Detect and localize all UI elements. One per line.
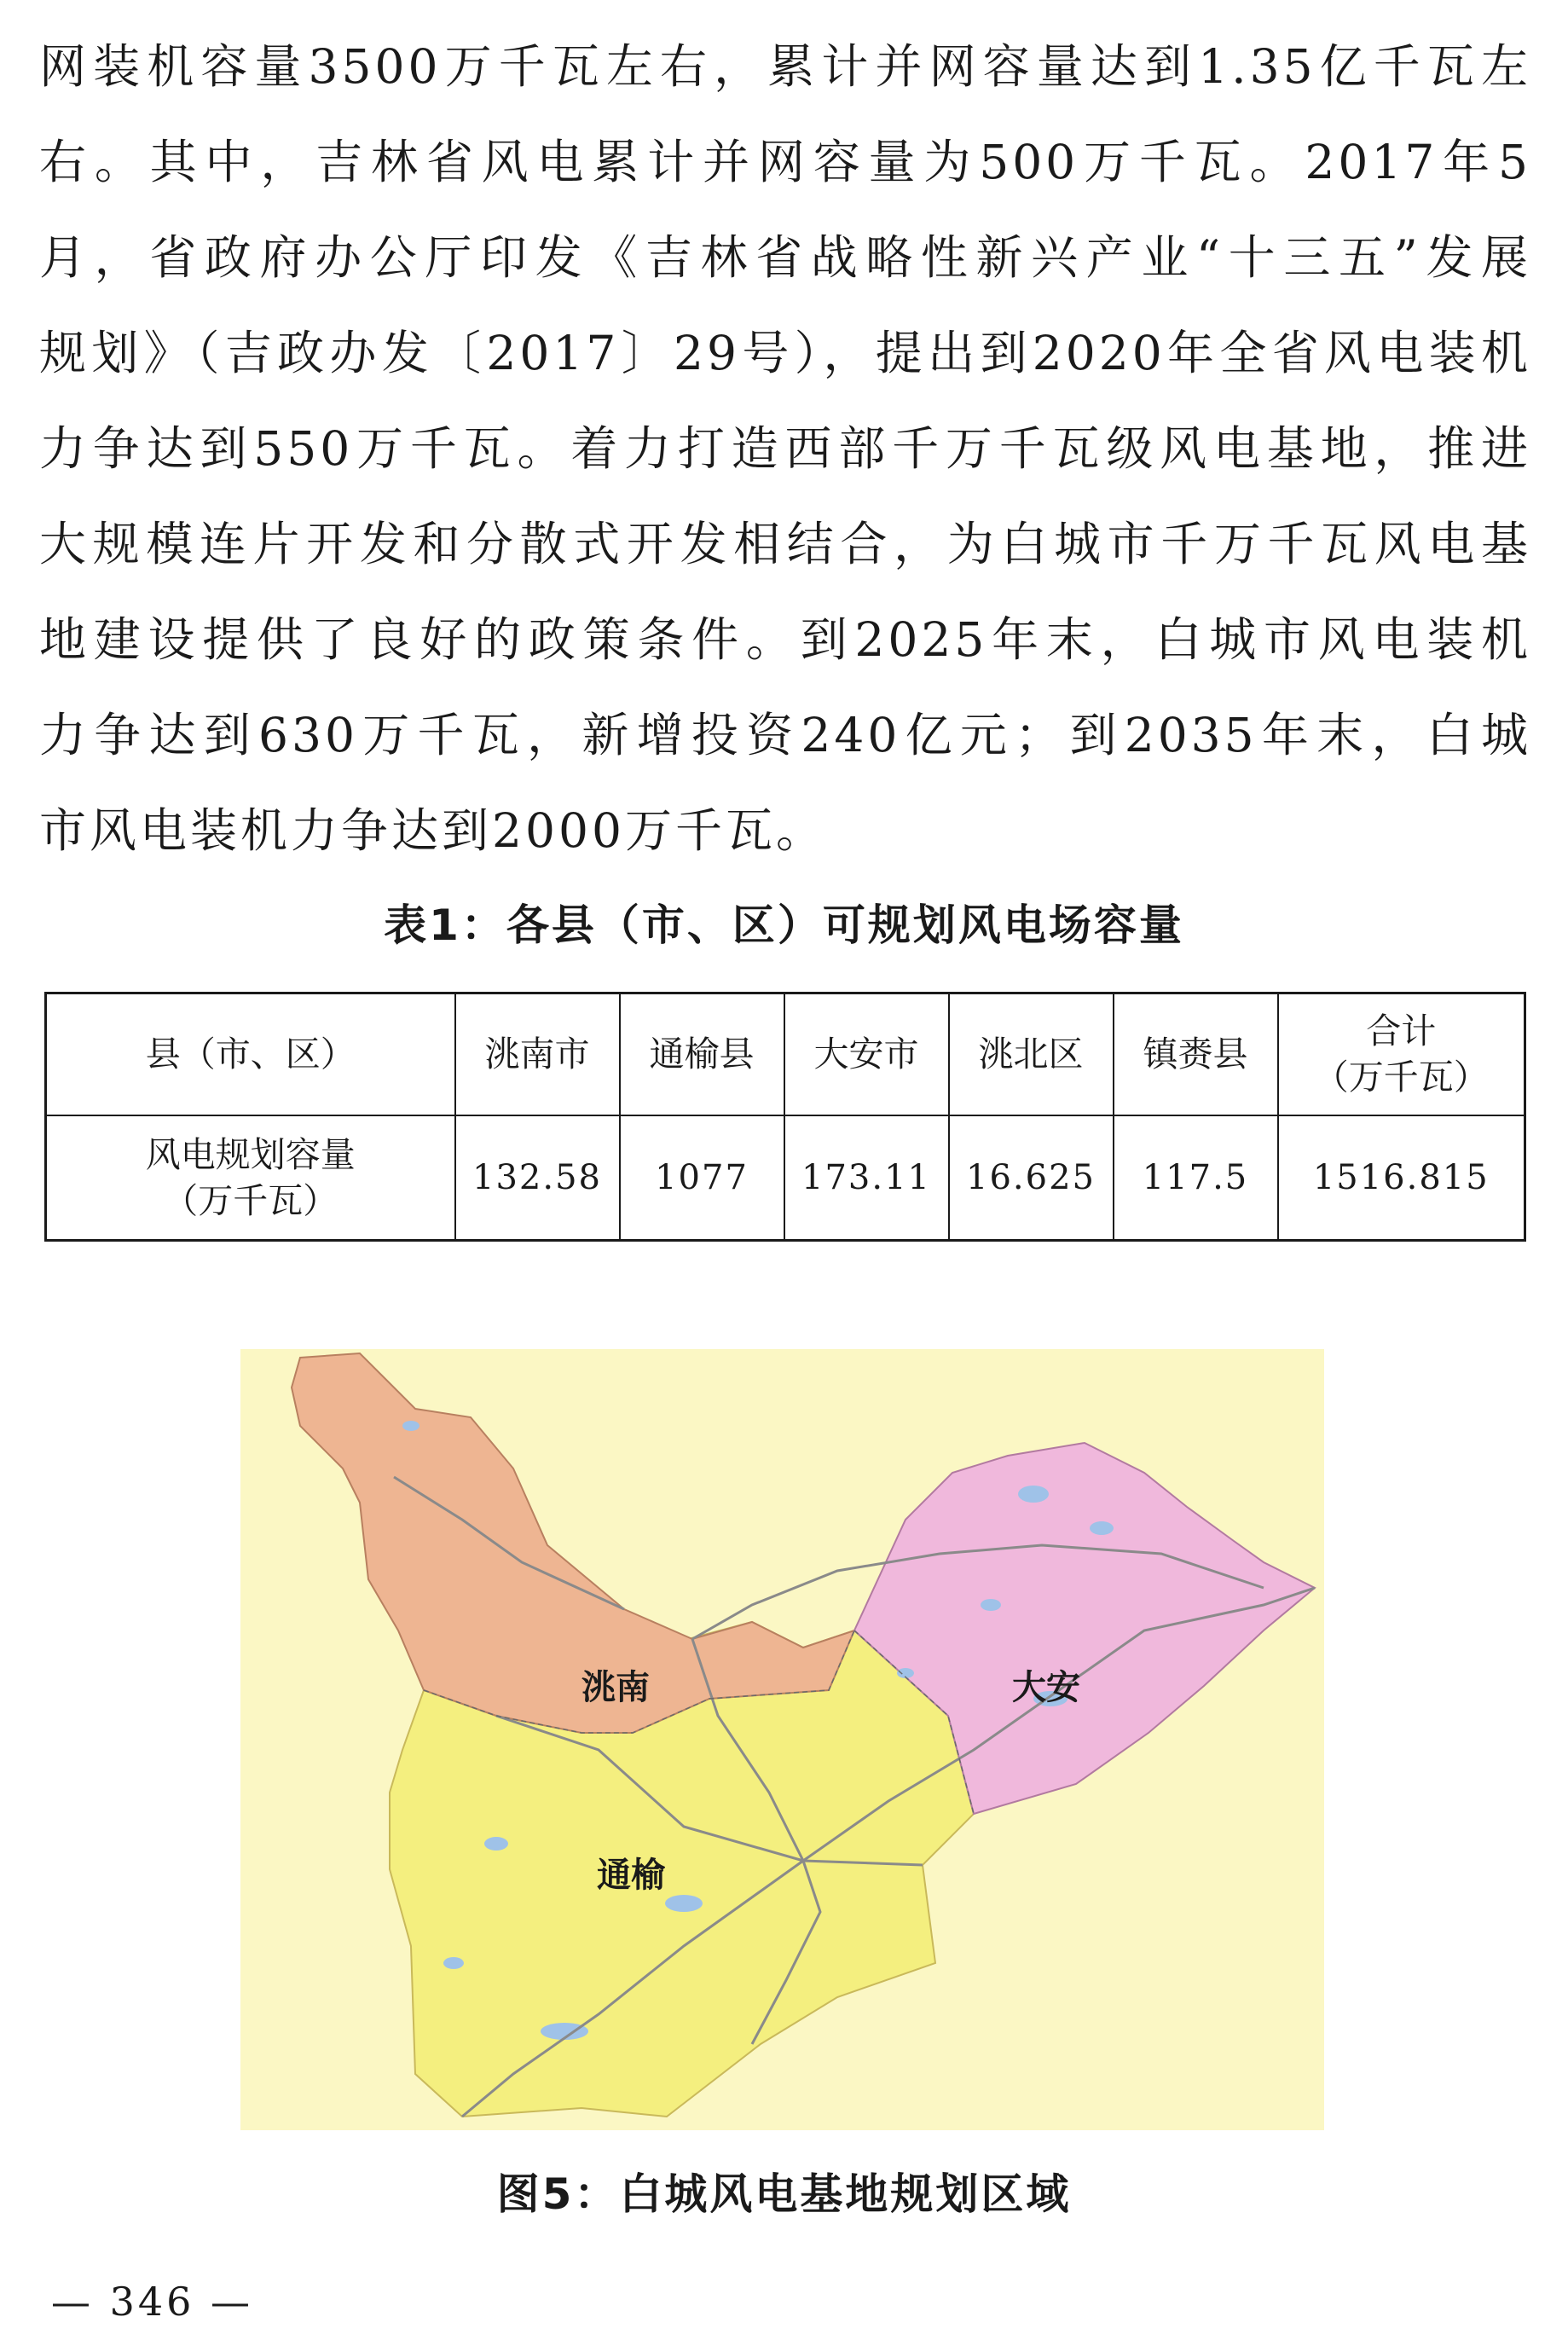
paragraph-line: 力争达到550万千瓦。着力打造西部千万千瓦级风电基地，推进 — [39, 421, 1531, 476]
header-taobei: 洮北区 — [949, 993, 1114, 1115]
row-label-unit: （万千瓦） — [163, 1179, 338, 1221]
paragraph-line: 力争达到630万千瓦，新增投资240亿元；到2035年末，白城 — [39, 708, 1531, 762]
capacity-table — [44, 992, 1526, 1242]
header-zhenlai: 镇赉县 — [1114, 993, 1278, 1115]
paragraph-line: 规划》（吉政办发〔2017〕29号），提出到2020年全省风电装机 — [39, 326, 1531, 380]
header-total — [1278, 993, 1525, 1115]
table-header-row — [46, 993, 1525, 1115]
paragraph-line: 网装机容量3500万千瓦左右，累计并网容量达到1.35亿千瓦左 — [39, 39, 1531, 94]
value-total: 1516.815 — [1278, 1115, 1525, 1241]
value-tongyu: 1077 — [620, 1115, 784, 1241]
label-taonan: 洮南 — [581, 1668, 650, 1707]
figure-caption: 图5：白城风电基地规划区域 — [496, 2169, 1072, 2219]
header-tongyu: 通榆县 — [620, 993, 784, 1115]
paragraph-line: 右。其中，吉林省风电累计并网容量为500万千瓦。2017年5 — [39, 135, 1531, 189]
value-daan: 173.11 — [784, 1115, 949, 1241]
value-taonan: 132.58 — [455, 1115, 620, 1241]
value-taobei: 16.625 — [949, 1115, 1114, 1241]
baicheng-region-map — [240, 1349, 1324, 2130]
body-paragraph — [39, 19, 1531, 878]
value-zhenlai: 117.5 — [1114, 1115, 1278, 1241]
header-daan: 大安市 — [784, 993, 949, 1115]
header-county: 县（市、区） — [46, 993, 455, 1115]
page-number: — 346 — — [51, 2279, 254, 2325]
table-row — [46, 1115, 1525, 1241]
table-caption: 表1：各县（市、区）可规划风电场容量 — [384, 901, 1184, 950]
paragraph-line: 大规模连片开发和分散式开发相结合，为白城市千万千瓦风电基 — [39, 517, 1531, 571]
row-label-title: 风电规划容量 — [145, 1133, 356, 1175]
label-daan: 大安 — [1012, 1668, 1080, 1707]
paragraph-line: 月，省政府办公厅印发《吉林省战略性新兴产业“十三五”发展 — [39, 230, 1531, 285]
header-taonan: 洮南市 — [455, 993, 620, 1115]
row-label — [46, 1115, 455, 1241]
header-total-unit: （万千瓦） — [1313, 1057, 1489, 1098]
header-total-title: 合计 — [1366, 1011, 1437, 1052]
paragraph-line: 地建设提供了良好的政策条件。到2025年末，白城市风电装机 — [39, 612, 1531, 667]
paragraph-line: 市风电装机力争达到2000万千瓦。 — [39, 803, 826, 858]
label-tongyu: 通榆 — [597, 1856, 665, 1895]
